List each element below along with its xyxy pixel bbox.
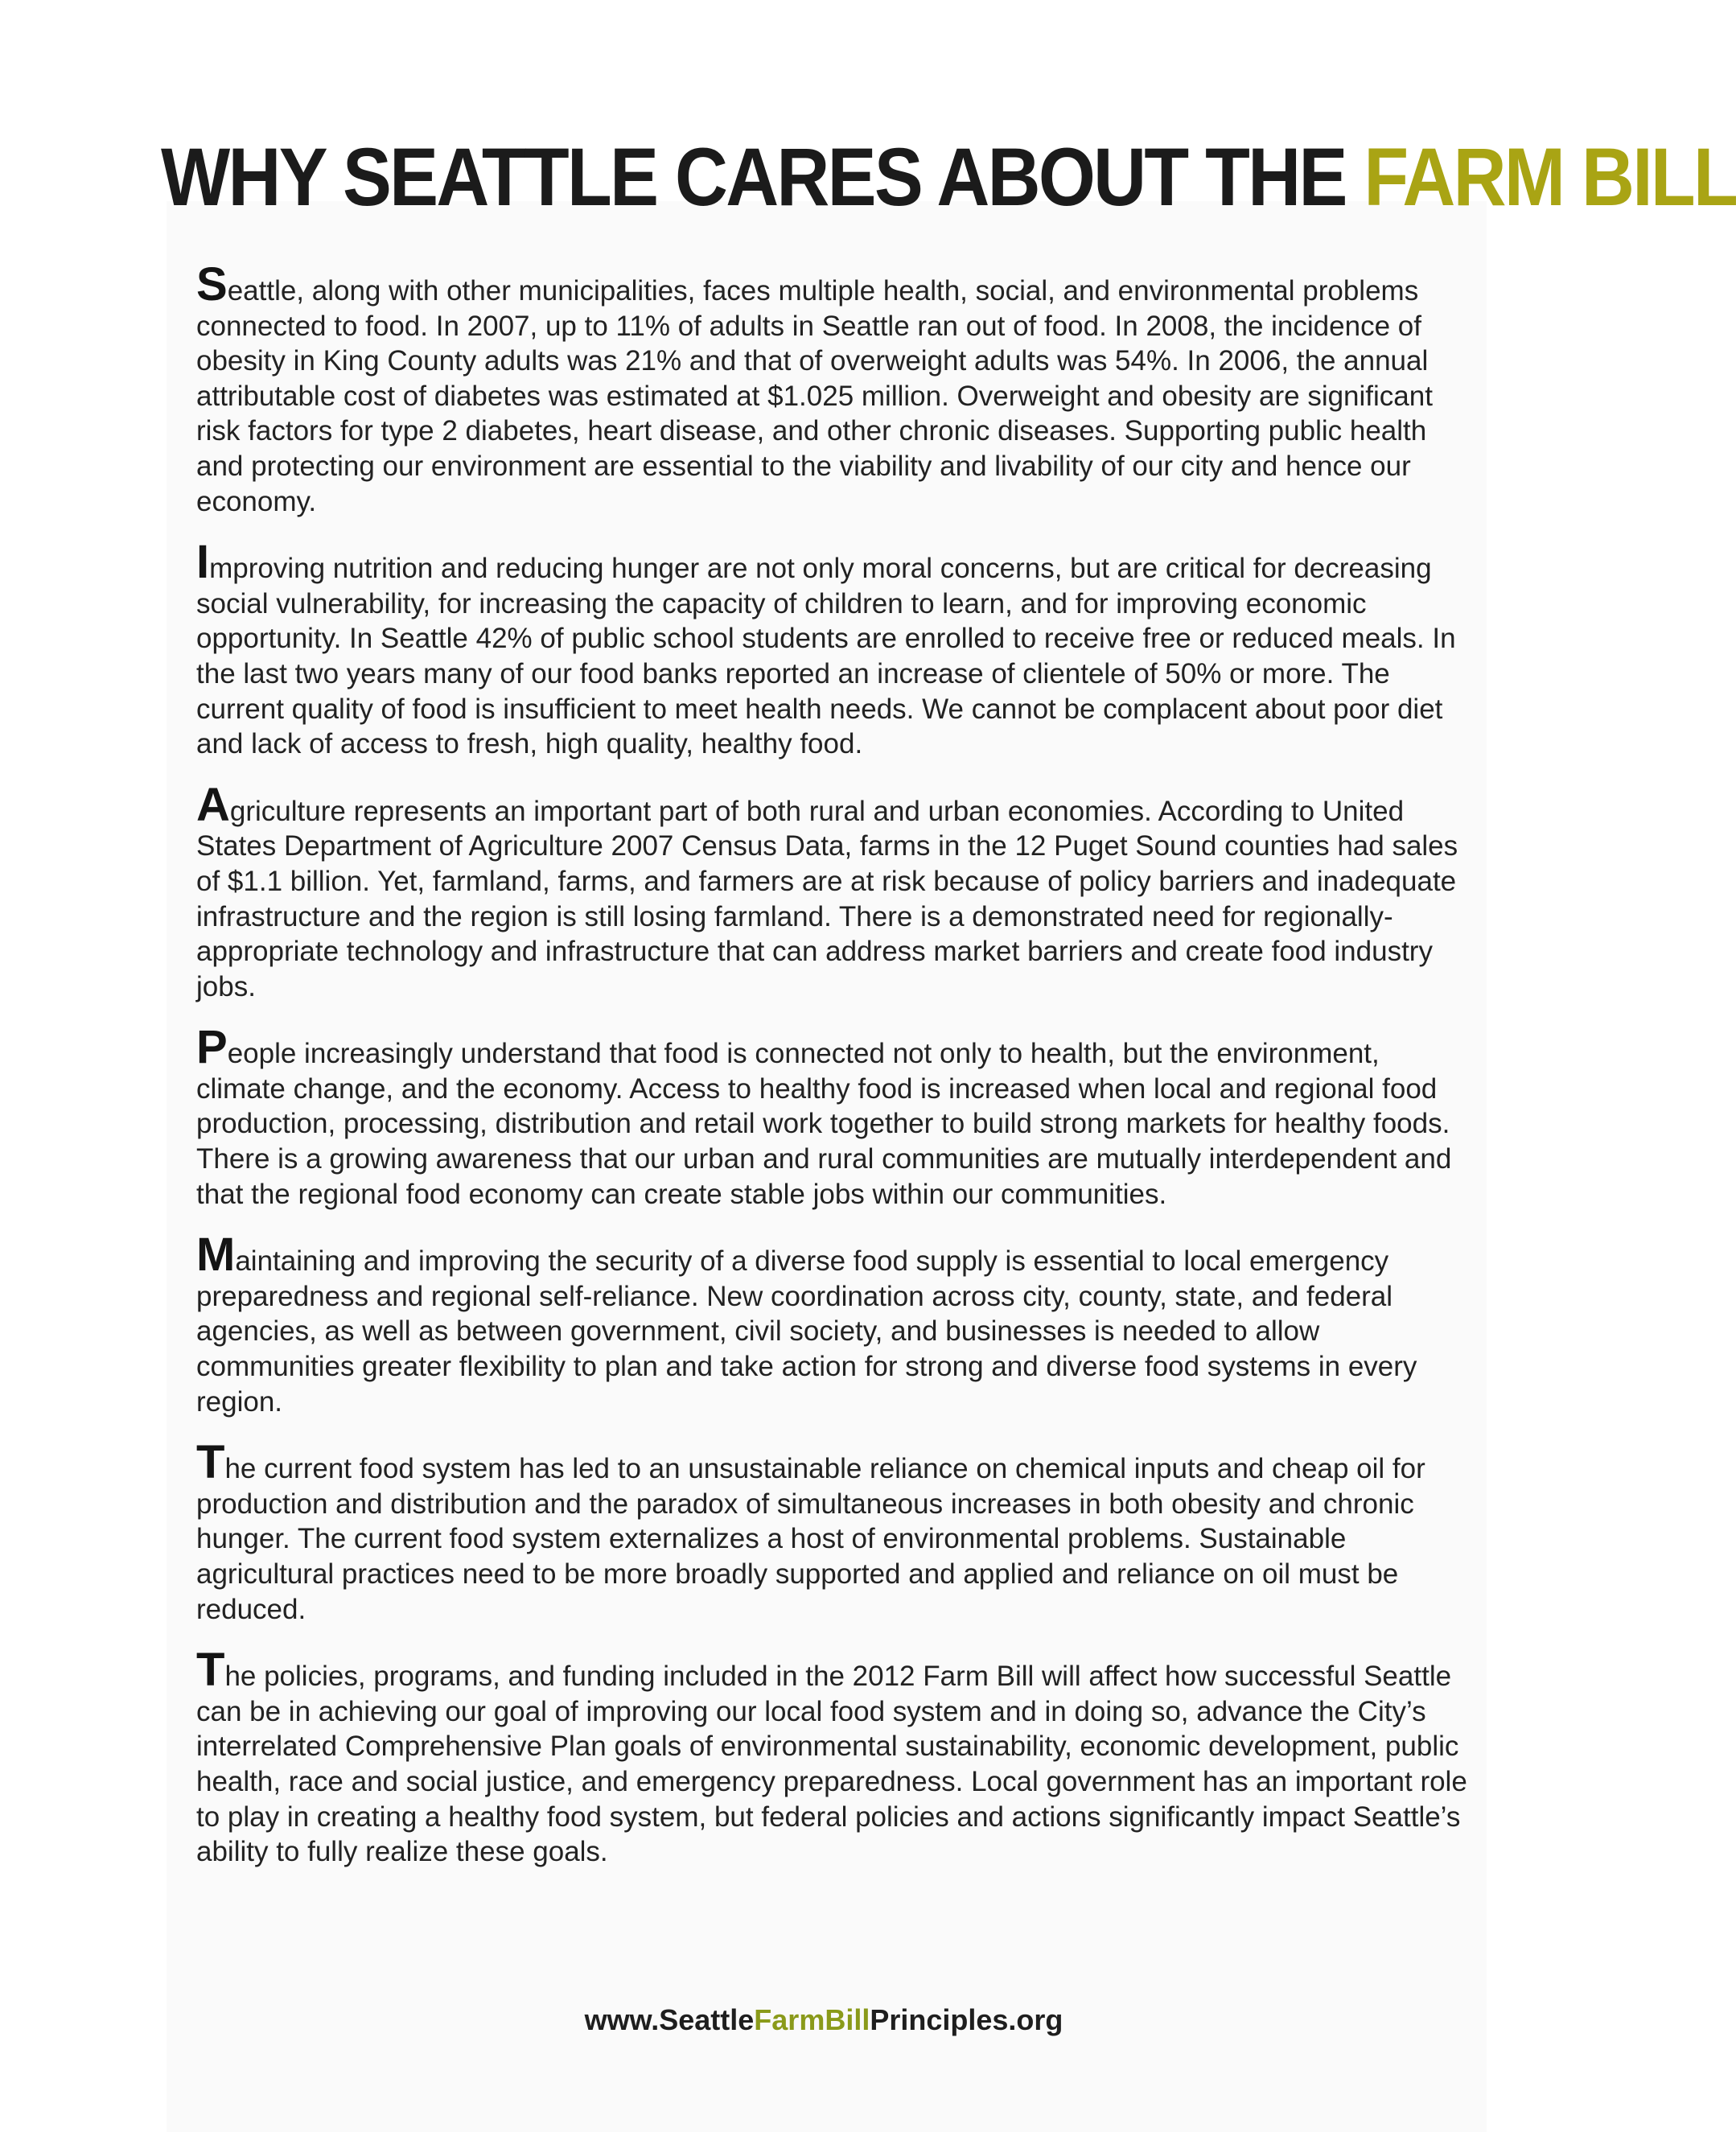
paragraph-initial: I xyxy=(196,536,210,589)
paragraph-initial: T xyxy=(196,1436,225,1489)
footer-url-accent: FarmBill xyxy=(754,2003,870,2036)
paragraph-1 xyxy=(196,258,1467,519)
paragraph-initial: P xyxy=(196,1021,228,1074)
title-accent: FARM BILL xyxy=(1364,131,1736,223)
title-main: WHY SEATTLE CARES ABOUT THE xyxy=(161,131,1364,223)
paragraph-initial: M xyxy=(196,1229,236,1282)
paragraph-4 xyxy=(196,1021,1467,1212)
paragraph-text: mproving nutrition and reducing hunger are not only moral concerns, but are critical for decreasing social vulnerability, for increasing the capacity of children to learn, and for improving economic opportunity. In Seattle 42% of public school students are enrolled to receive free or reduced meals. In the last two years many of our food banks reported an increase of clientele of 50% or more. The current quality of food is insufficient to meet health needs. We cannot be complacent about poor diet and lack of access to fresh, high quality, healthy food. xyxy=(196,553,1456,760)
document-body xyxy=(196,258,1467,1902)
paragraph-text: eattle, along with other municipalities, faces multiple health, social, and environmental problems connected to food. In 2007, up to 11% of adults in Seattle ran out of food. In 2008, the incidence of obesity in King County adults was 21% and that of overweight adults was 54%. In 2006, the annual attributable cost of diabetes was estimated at $1.025 million. Overweight and obesity are significant risk factors for type 2 diabetes, heart disease, and other chronic diseases. Supporting public health and protecting our environment are essential to the viability and livability of our city and hence our economy. xyxy=(196,275,1433,517)
paragraph-5 xyxy=(196,1229,1467,1419)
paragraph-text: aintaining and improving the security of a diverse food supply is essential to local emergency preparedness and regional self-reliance. New coordination across city, county, state, and federal agencies, as well as between government, civil society, and businesses is needed to allow communities greater flexibility to plan and take action for strong and diverse food systems in every region. xyxy=(196,1245,1417,1418)
paragraph-3 xyxy=(196,778,1467,1005)
paragraph-text: he current food system has led to an unsustainable reliance on chemical inputs and cheap oil for production and distribution and the paradox of simultaneous increases in both obesity and chronic hunger. The current food system externalizes a host of environmental problems. Sustainable agricultural practices need to be more broadly supported and applied and reliance on oil must be reduced. xyxy=(196,1453,1425,1625)
paragraph-text: eople increasingly understand that food is connected not only to health, but the environment, climate change, and the economy. Access to healthy food is increased when local and regional food production, processing, distribution and retail work together to build strong markets for healthy foods. There is a growing awareness that our urban and rural communities are mutually interdependent and that the regional food economy can create stable jobs within our communities. xyxy=(196,1038,1452,1210)
paragraph-initial: A xyxy=(196,778,230,831)
paragraph-text: he policies, programs, and funding included in the 2012 Farm Bill will affect how successful Seattle can be in achieving our goal of improving our local food system and in doing so, advance the City’s interrelated Comprehensive Plan goals of environmental sustainability, economic development, public health, race and social justice, and emergency preparedness. Local government has an important role to play in creating a healthy food system, but federal policies and actions significantly impact Seattle’s ability to fully realize these goals. xyxy=(196,1661,1467,1868)
page-title xyxy=(161,129,1736,225)
footer-website-link[interactable] xyxy=(0,2003,1648,2037)
paragraph-7 xyxy=(196,1644,1467,1870)
paragraph-6 xyxy=(196,1436,1467,1627)
footer-url-suffix: Principles.org xyxy=(870,2003,1063,2036)
paragraph-initial: T xyxy=(196,1644,225,1697)
paragraph-2 xyxy=(196,536,1467,762)
footer-url-prefix: www.Seattle xyxy=(584,2003,755,2036)
paragraph-text: griculture represents an important part of both rural and urban economies. According to United States Department of Agriculture 2007 Census Data, farms in the 12 Puget Sound counties had sales of $1.1 billion. Yet, farmland, farms, and farmers are at risk because of policy barriers and inadequate infrastructure and the region is still losing farmland. There is a demonstrated need for regionally-appropriate technology and infrastructure that can address market barriers and create food industry jobs. xyxy=(196,795,1458,1002)
paragraph-initial: S xyxy=(196,258,228,311)
